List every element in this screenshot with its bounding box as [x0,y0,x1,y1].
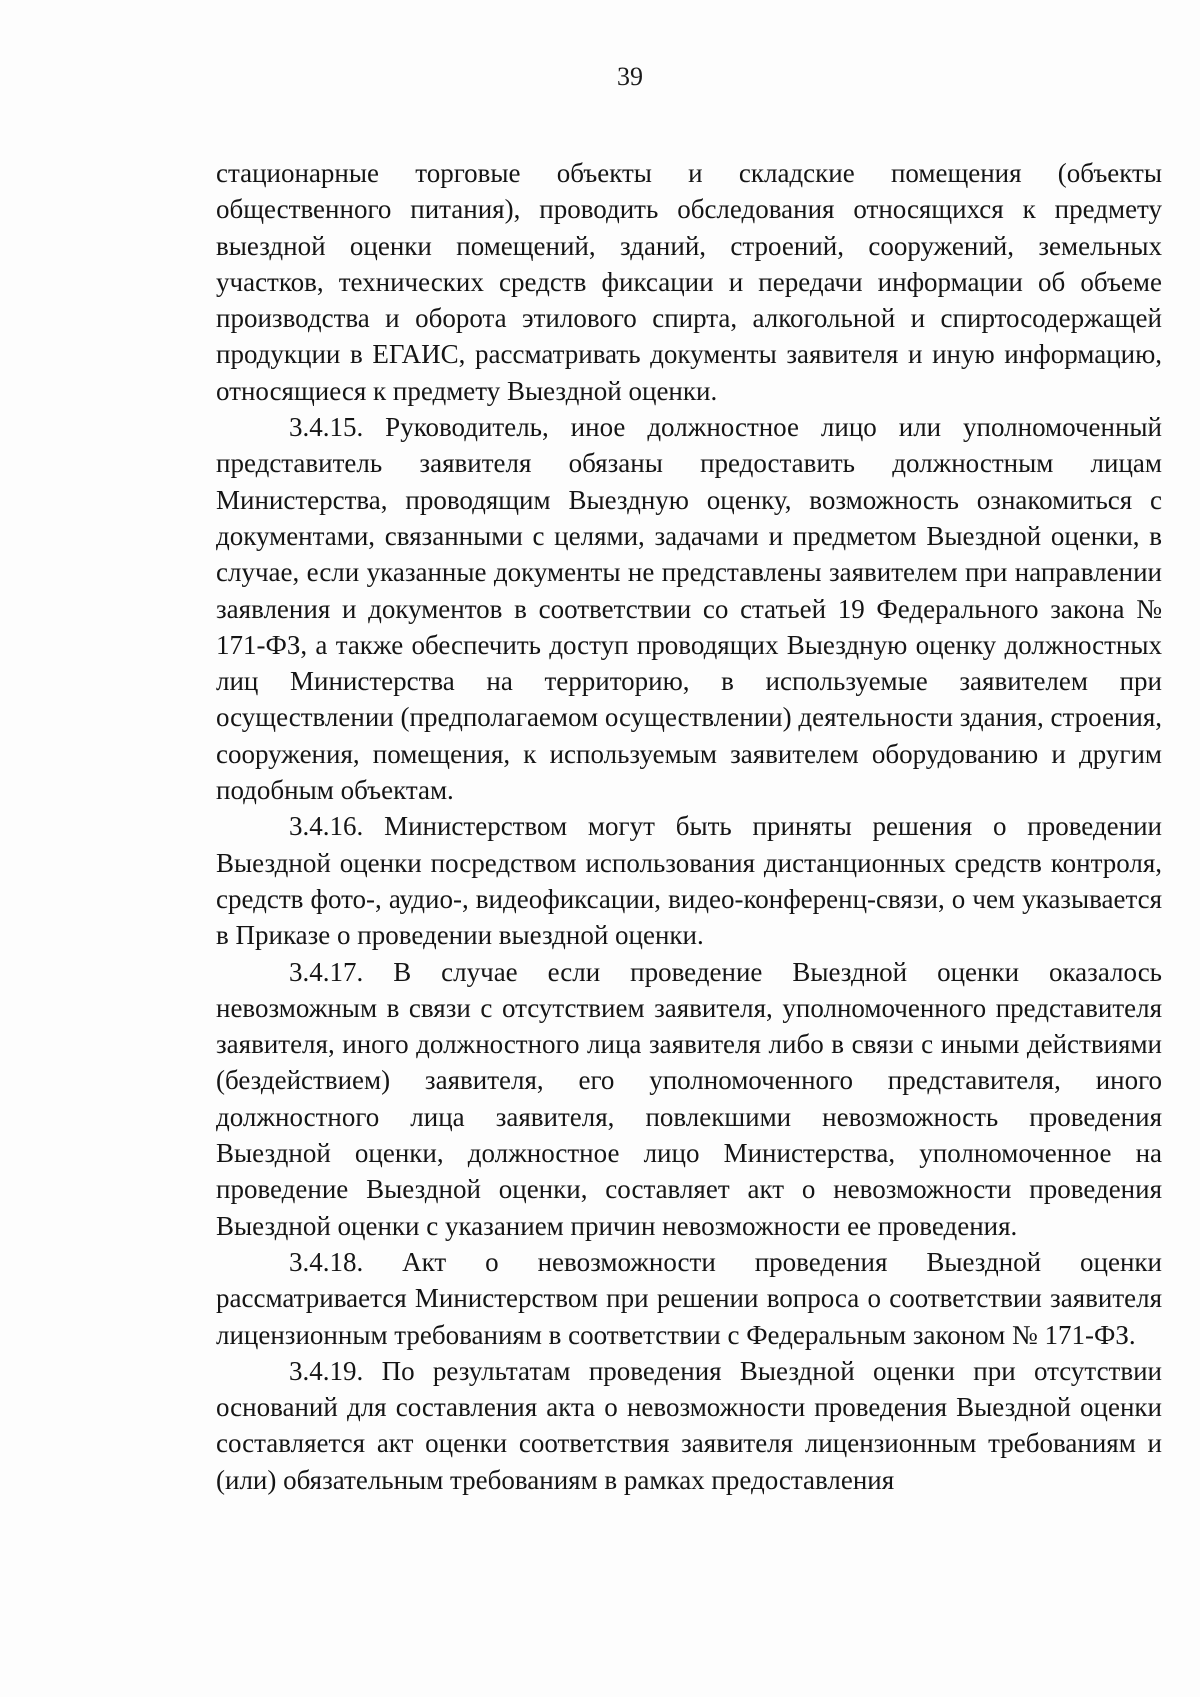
paragraph-3-4-19: 3.4.19. По результатам проведения Выездной оценки при отсутствии оснований для составления акта о невозможности проведения Выездной оценки составляется акт оценки соответствия заявителя лицензионным требованиям и (или) обязательным требованиям в рамках предоставления [216,1355,1162,1495]
paragraph-3-4-18: 3.4.18. Акт о невозможности проведения Выездной оценки рассматривается Министерством при решении вопроса о соответствии заявителя лицензионным требованиям в соответствии с Федеральным законом № 171-ФЗ. [216,1246,1162,1350]
document-body [216,155,1162,1498]
paragraph-continuation: стационарные торговые объекты и складские помещения (объекты общественного питания), проводить обследования относящихся к предмету выездной оценки помещений, зданий, строений, сооружений, земельных участков, технических средств фиксации и передачи информации об объеме производства и оборота этилового спирта, алкогольной и спиртосодержащей продукции в ЕГАИС, рассматривать документы заявителя и иную информацию, относящиеся к предмету Выездной оценки. [216,158,1162,406]
paragraph-3-4-17: 3.4.17. В случае если проведение Выездной оценки оказалось невозможным в связи с отсутствием заявителя, уполномоченного представителя заявителя, иного должностного лица заявителя либо в связи с иными действиями (бездействием) заявителя, его уполномоченного представителя, иного должностного лица заявителя, повлекшими невозможность проведения Выездной оценки, должностное лицо Министерства, уполномоченное на проведение Выездной оценки, составляет акт о невозможности проведения Выездной оценки с указанием причин невозможности ее проведения. [216,956,1162,1241]
page-number: 39 [617,62,643,91]
paragraph-3-4-16: 3.4.16. Министерством могут быть приняты решения о проведении Выездной оценки посредством использования дистанционных средств контроля, средств фото-, аудио-, видеофиксации, видео-конференц-связи, о чем указывается в Приказе о проведении выездной оценки. [216,811,1162,951]
paragraph-3-4-15: 3.4.15. Руководитель, иное должностное лицо или уполномоченный представитель заявителя обязаны предоставить должностным лицам Министерства, проводящим Выездную оценку, возможность ознакомиться с документами, связанными с целями, задачами и предметом Выездной оценки, в случае, если указанные документы не представлены заявителем при направлении заявления и документов в соответствии со статьей 19 Федерального закона № 171-ФЗ, а также обеспечить доступ проводящих Выездную оценку должностных лиц Министерства на территорию, в используемые заявителем при осуществлении (предполагаемом осуществлении) деятельности здания, строения, сооружения, помещения, к используемым заявителем оборудованию и другим подобным объектам. [216,412,1162,806]
